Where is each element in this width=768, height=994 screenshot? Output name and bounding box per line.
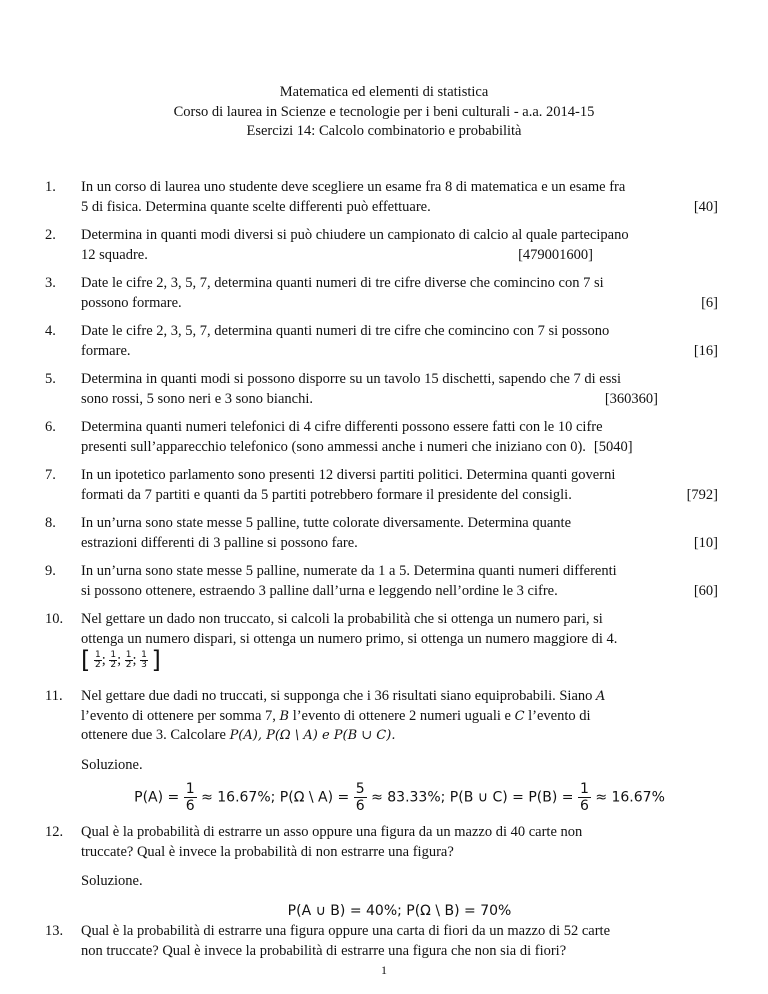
formula: P(A), P(Ω \ A) e P(B ∪ C). (229, 728, 396, 743)
variable-a: A (596, 689, 606, 704)
exercise-number: 6. (45, 419, 56, 435)
exercise-text: ottenga un numero dispari, si ottenga un numero primo, si ottenga un numero maggiore di 4. (81, 630, 618, 647)
exercise-text: Date le cifre 2, 3, 5, 7, determina quanti numeri di tre cifre che comincino con 7 si possono (81, 323, 610, 339)
exercise-3 (45, 274, 718, 313)
exercise-text: In un corso di laurea uno studente deve scegliere un esame fra 8 di matematica e un esame fra (81, 179, 626, 195)
exercise-text: Qual è la probabilità di estrarre un asso oppure una figura da un mazzo di 40 carte non (81, 824, 583, 840)
exercise-text: Determina quanti numeri telefonici di 4 cifre differenti possono essere fatti con le 10 cifre (81, 419, 603, 435)
exercise-text: Nel gettare un dado non truccato, si calcoli la probabilità che si ottenga un numero pari, si (81, 611, 603, 627)
answer-fraction: $\frac{1}{3}$ (141, 650, 147, 671)
exercise-text: truccate? Qual è invece la probabilità di non estrarre una figura? (81, 843, 454, 860)
exercise-answer: [16] (693, 342, 718, 359)
exercise-answer: [5040] (593, 438, 633, 455)
exercise-text: 5 di fisica. Determina quante scelte differenti può effettuare. (81, 198, 431, 215)
exercise-13 (45, 922, 718, 961)
solution-formula: P(A ∪ B) = 40%; P(Ω \ B) = 70% (287, 902, 512, 919)
course-subtitle: Corso di laurea in Scienze e tecnologie per i beni culturali - a.a. 2014-15 (173, 103, 595, 120)
exercise-answer: [792] (686, 486, 718, 503)
exercise-text: formare. (81, 342, 131, 359)
exercise-text: sono rossi, 5 sono neri e 3 sono bianchi. (81, 390, 313, 407)
course-title: Matematica ed elementi di statistica (279, 84, 489, 100)
exercise-number: 9. (45, 563, 56, 579)
exercise-text: possono formare. (81, 294, 182, 311)
exercise-number: 12. (45, 824, 64, 840)
solution-label: Soluzione. (81, 756, 143, 773)
exercise-text: 12 squadre. (81, 246, 148, 263)
exercise-2 (45, 226, 718, 265)
exercise-5 (45, 370, 718, 409)
exercise-7 (45, 466, 718, 505)
exercise-text: presenti sull’apparecchio telefonico (sono ammessi anche i numeri che iniziano con 0). (81, 438, 586, 455)
exercise-text: In un ipotetico parlamento sono presenti 12 diversi partiti politici. Determina quanti governi (81, 467, 616, 483)
exercise-answer: [479001600] (518, 246, 593, 263)
exercise-number: 2. (45, 227, 56, 243)
exercise-text: Determina in quanti modi diversi si può chiudere un campionato di calcio al quale partecipano (81, 227, 629, 243)
exercise-answer: [60] (693, 582, 718, 599)
document-header (0, 83, 768, 142)
exercise-text: In un’urna sono state messe 5 palline, tutte colorate diversamente. Determina quante (81, 515, 572, 531)
exercise-answer: [ $\frac{1}{2}$ ; $\frac{1}{2}$ ; $\frac{1}{2}$ ; $\frac{1}{3}$ ] (81, 646, 161, 674)
exercise-10 (45, 610, 718, 674)
exercise-8 (45, 514, 718, 553)
exercise-number: 11. (45, 688, 63, 704)
exercise-9 (45, 562, 718, 601)
answer-fraction: $\frac{1}{2}$ (110, 650, 117, 671)
exercise-answer: [360360] (604, 390, 658, 407)
exercise-text: Qual è la probabilità di estrarre una figura oppure una carta di fiori da un mazzo di 52 carte (81, 923, 611, 939)
exercise-6 (45, 418, 718, 457)
answer-fraction: $\frac{1}{2}$ (125, 650, 132, 671)
exercise-number: 5. (45, 371, 56, 387)
exercise-number: 7. (45, 467, 56, 483)
exercise-text: non truccate? Qual è invece la probabilità di estrarre una figura che non sia di fiori? (81, 942, 567, 959)
exercise-number: 10. (45, 611, 64, 627)
exercise-text: formati da 7 partiti e quanti da 5 partiti potrebbero formare il presidente del consigli. (81, 486, 572, 503)
exercise-answer: [40] (693, 198, 718, 215)
exercise-text: In un’urna sono state messe 5 palline, numerate da 1 a 5. Determina quanti numeri differenti (81, 563, 617, 579)
exercise-1 (45, 178, 718, 217)
answer-fraction: $\frac{1}{2}$ (95, 650, 101, 671)
exercise-number: 4. (45, 323, 56, 339)
exercise-number: 8. (45, 515, 56, 531)
exercise-text: Date le cifre 2, 3, 5, 7, determina quanti numeri di tre cifre diverse che comincino con 7 si (81, 275, 604, 291)
exercise-text: Nel gettare due dadi no truccati, si supponga che i 36 risultati siano equiprobabili. Siano (81, 688, 593, 704)
solution-label: Soluzione. (81, 873, 143, 889)
exercise-answer: [6] (701, 294, 718, 311)
exercise-text: si possono ottenere, estraendo 3 palline dall’urna e leggendo nell’ordine le 3 cifre. (81, 582, 558, 599)
exercise-sheet-title: Esercizi 14: Calcolo combinatorio e probabilità (246, 123, 522, 139)
page-number: 1 (381, 963, 387, 977)
exercise-text: estrazioni differenti di 3 palline si possono fare. (81, 534, 358, 551)
exercise-answer: [10] (693, 534, 718, 551)
exercise-4 (45, 322, 718, 361)
solution-formula: P(A) = $\frac{1}{6}$ ≈ 16.67%; P(Ω \ A) = $\frac{5}{6}$ ≈ 83.33%; P(B ∪ C) = P(B) = $\frac{1}{6}$ ≈ 16.67% (134, 781, 665, 814)
exercise-number: 3. (45, 275, 56, 291)
exercise-text: Determina in quanti modi si possono disporre su un tavolo 15 dischetti, sapendo che 7 di essi (81, 371, 622, 387)
exercise-number: 13. (45, 923, 64, 939)
exercise-12 (45, 823, 718, 921)
exercise-11: 11. Nel gettare due dadi no truccati, si supponga che i 36 risultati siano equiprobabili. Siano A l’evento di ottenere per somma 7, B l’evento di ottenere 2 numeri uguali e C l’evento di ottenere due 3. Calcolare P(A), P(Ω \ A) e P(B ∪ C). Soluzione. P(A) = $\frac{1}{6}$ ≈ 16.67%; P(Ω \ A) = $\frac{5}{6}$ ≈ 83.33%; P(B ∪ C) = P(B) = $\frac{1}{6}$ ≈ 16.67% (45, 687, 718, 814)
exercise-number: 1. (45, 179, 56, 195)
